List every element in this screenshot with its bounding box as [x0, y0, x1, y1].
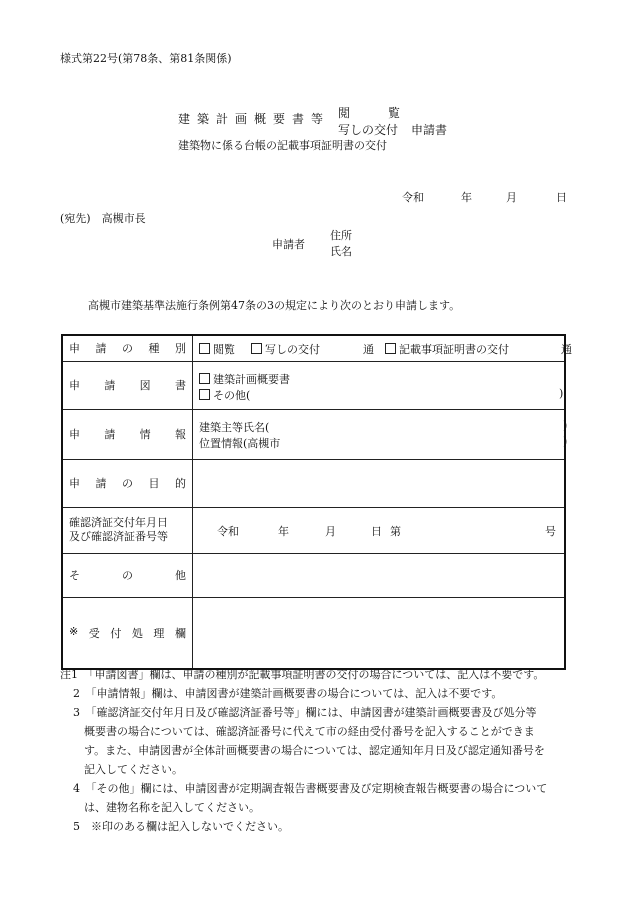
checkbox-etsuran[interactable]	[199, 343, 210, 354]
note-4-line2: は、建物名称を記入してください。	[84, 801, 260, 814]
label-purpose: 申 請 の 目 的	[62, 459, 193, 507]
note-3-line2: 概要書の場合については、確認済証番号に代えて市の経由受付番号を記入することができま	[84, 725, 535, 738]
applicant-name-label: 氏名	[330, 245, 352, 258]
row-receipt	[62, 597, 565, 669]
other-field[interactable]	[193, 553, 566, 597]
note-3-line4: 記入してください。	[84, 763, 183, 776]
title-ran: 覧	[388, 106, 401, 120]
title-line2: 建築物に係る台帳の記載事項証明書の交付	[178, 139, 387, 152]
date-era: 令和	[402, 191, 424, 204]
applicant-label: 申請者	[272, 238, 305, 251]
label-receipt: ※ 受 付 処 理 欄	[62, 597, 193, 669]
value-info: 建築主等氏名( ) 位置情報(高槻市 )	[193, 409, 566, 459]
value-kind: 閲覧 写しの交付 通 記載事項証明書の交付 通	[193, 335, 566, 361]
note-5: 5 ※印のある欄は記入しないでください。	[73, 820, 289, 833]
value-cert[interactable]: 令和 年 月 日 第 号	[193, 507, 566, 553]
note-3-line3: す。また、申請図書が全体計画概要書の場合については、認定通知年月日及び認定通知番号を	[84, 744, 545, 757]
owner-name-field[interactable]: 建築主等氏名(	[199, 421, 270, 434]
unit-copies-1: 通	[363, 343, 374, 357]
note-1: 注1 「申請図書」欄は、申請の種別が記載事項証明書の交付の場合については、記入は不要です。	[60, 668, 545, 681]
receipt-field	[193, 597, 566, 669]
note-2: 2 「申請情報」欄は、申請図書が建築計画概要書の場合については、記入は不要です。	[73, 687, 503, 700]
addressee: (宛先) 高槻市長	[60, 212, 146, 225]
row-kind	[62, 335, 565, 361]
checkbox-certificate[interactable]	[385, 343, 396, 354]
form-number: 様式第22号(第78条、第81条関係)	[60, 52, 232, 65]
docs-other-close: )	[559, 387, 564, 400]
application-statement: 高槻市建築基準法施行条例第47条の3の規定により次のとおり申請します。	[88, 299, 461, 312]
label-kind: 申 請 の 種 別	[62, 335, 193, 361]
value-docs: 建築計画概要書 その他( )	[193, 361, 566, 409]
row-other	[62, 553, 565, 597]
title-line1: 建築計画概要書等	[178, 112, 331, 126]
date-month: 月	[506, 191, 517, 204]
title-shinsei: 申請書	[411, 123, 448, 137]
date-day: 日	[556, 191, 567, 204]
location-field[interactable]: 位置情報(高槻市	[199, 437, 281, 450]
applicant-address-label: 住所	[330, 229, 352, 242]
note-3-line1: 3 「確認済証交付年月日及び確認済証番号等」欄には、申請図書が建築計画概要書及び処分等	[73, 706, 537, 719]
row-info	[62, 409, 565, 459]
row-purpose	[62, 459, 565, 507]
row-docs	[62, 361, 565, 409]
unit-copies-2: 通	[561, 343, 572, 357]
label-other: そ の 他	[62, 553, 193, 597]
label-cert: 確認済証交付年月日 及び確認済証番号等	[62, 507, 193, 553]
checkbox-overview[interactable]	[199, 373, 210, 384]
row-cert	[62, 507, 565, 553]
application-table	[61, 334, 572, 670]
form-title	[178, 104, 478, 150]
date-year: 年	[461, 191, 472, 204]
label-docs: 申 請 図 書	[62, 361, 193, 409]
label-info: 申 請 情 報	[62, 409, 193, 459]
note-4-line1: 4 「その他」欄には、申請図書が定期調査報告書概要書及び定期検査報告概要書の場合について	[73, 782, 548, 795]
title-etsu: 閲	[338, 106, 351, 120]
checkbox-docs-other[interactable]	[199, 389, 210, 400]
purpose-field[interactable]	[193, 459, 566, 507]
checkbox-utsushi[interactable]	[251, 343, 262, 354]
title-utsushi: 写しの交付	[338, 123, 399, 137]
